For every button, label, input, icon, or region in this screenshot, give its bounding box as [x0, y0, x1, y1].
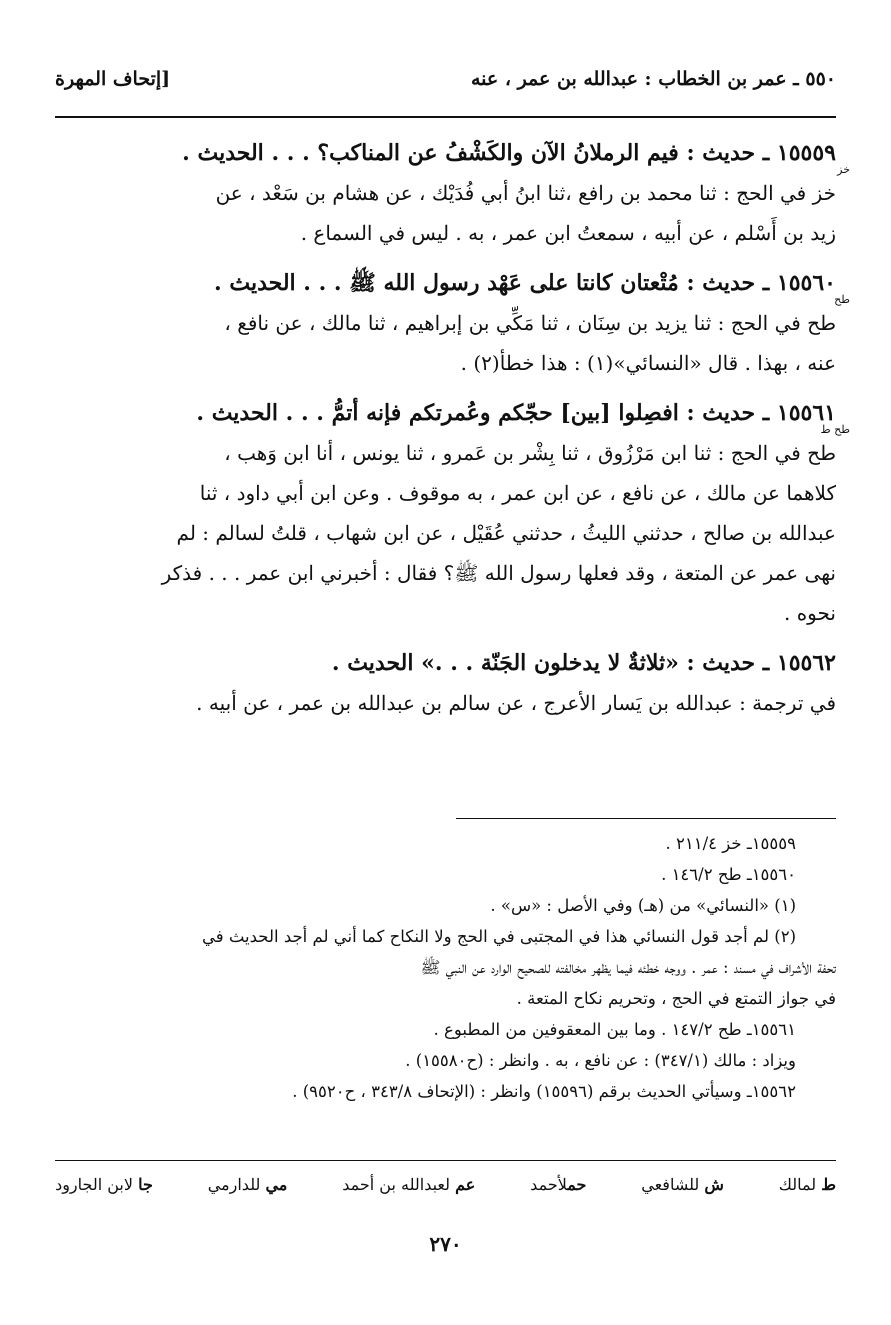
text-line: طح في الحج : ثنا ابن مَرْزُوق ، ثنا بِشْر بن عَمرو ، ثنا يونس ، أنا ابن وَهب ،: [224, 441, 836, 465]
hadith-entry: [55, 263, 850, 383]
legend-label: لابن الجارود: [55, 1175, 134, 1194]
footnote-line: (١) «النسائي» من (هـ) وفي الأصل : «س» .: [490, 896, 796, 915]
margin-siglum: طح: [834, 293, 850, 306]
text-line: كلاهما عن مالك ، عن نافع ، عن ابن عمر ، به موقوف . وعن ابن أبي داود ، ثنا: [199, 481, 836, 505]
header-rule: [55, 116, 836, 118]
legend-item: [208, 1175, 288, 1194]
legend-item: [779, 1175, 836, 1194]
legend-code: مي: [265, 1175, 288, 1194]
text-line: زيد بن أَسْلم ، عن أبيه ، سمعتُ ابن عمر ، به . ليس في السماع .: [300, 221, 836, 245]
footnote-line: في جواز التمتع في الحج ، وتحريم نكاح المتعة .: [516, 989, 836, 1008]
book-title: [إتحاف المهرة: [55, 68, 171, 90]
legend-item: [342, 1175, 475, 1194]
footnote-line: ١٥٥٦٢ـ وسيأتي الحديث برقم (١٥٥٩٦) وانظر : (الإتحاف ٣٤٣/٨ ، ح٩٥٢٠) .: [292, 1082, 796, 1101]
siglum-legend: [55, 1175, 836, 1194]
page: [55, 0, 850, 1325]
text-line: طح في الحج : ثنا يزيد بن سِنَان ، ثنا مَكِّي بن إبراهيم ، ثنا مالك ، عن نافع ،: [224, 311, 836, 335]
margin-siglum: طح ط: [820, 423, 850, 436]
footnote-line: تحفة الأشراف في مسند : عمر . ووجه خطئه فيما يظهر مخالفته للصحيح الوارد عن النبي ﷺ: [420, 958, 836, 977]
footnote-rule: [456, 818, 836, 819]
text-line: في ترجمة : عبدالله بن يَسار الأعرج ، عن سالم بن عبدالله بن عمر ، عن أبيه .: [196, 691, 836, 715]
legend-code: ش: [704, 1175, 724, 1194]
footnote-line: ١٥٥٥٩ـ خز ٢١١/٤ .: [665, 834, 796, 853]
margin-siglum: خز: [837, 163, 850, 176]
hadith-entry: [55, 393, 850, 633]
page-number: ٢٧٠: [429, 1232, 462, 1256]
legend-code: حم: [567, 1175, 587, 1194]
legend-code: جا: [138, 1175, 153, 1194]
text-line: نحوه .: [783, 601, 836, 625]
hadith-heading: ١٥٥٦٠ ـ حديث : مُتْعتان كانتا على عَهْد رسول الله ﷺ . . . الحديث .: [214, 270, 836, 296]
page-header: [55, 68, 836, 100]
legend-item: [55, 1175, 153, 1194]
footnotes: [55, 828, 836, 1107]
legend-item: [641, 1175, 724, 1194]
footnote-line: ١٥٥٦١ـ طح ١٤٧/٢ . وما بين المعقوفين من المطبوع .: [433, 1020, 796, 1039]
hadith-heading: ١٥٥٦١ ـ حديث : افصِلوا [بين] حجّكم وعُمرتكم فإنه أتمُّ . . . الحديث .: [196, 400, 836, 426]
text-line: نهى عمر عن المتعة ، وقد فعلها رسول الله ﷺ؟ فقال : أخبرني ابن عمر . . . فذكر: [161, 561, 836, 585]
legend-item: [530, 1175, 586, 1194]
hadith-heading: ١٥٥٦٢ ـ حديث : «ثلاثةٌ لا يدخلون الجَنّة . . .» الحديث .: [331, 650, 836, 676]
hadith-entry: [55, 643, 836, 723]
legend-rule: [55, 1160, 836, 1161]
footnote-line: ١٥٥٦٠ـ طح ١٤٦/٢ .: [661, 865, 796, 884]
hadith-heading: ١٥٥٥٩ ـ حديث : فيم الرملانُ الآن والكَشْفُ عن المناكب؟ . . . الحديث .: [182, 140, 836, 166]
running-title: ٥٥٠ ـ عمر بن الخطاب : عبدالله بن عمر ، عنه: [470, 68, 836, 90]
legend-code: ط: [821, 1175, 836, 1194]
legend-label: لعبدالله بن أحمد: [342, 1175, 451, 1194]
text-line: خز في الحج : ثنا محمد بن رافع ،ثنا ابنُ أبي فُدَيْك ، عن هشام بن سَعْد ، عن: [215, 181, 836, 205]
legend-label: لأحمد: [530, 1175, 568, 1194]
hadith-entry: [55, 133, 850, 253]
legend-label: للدارمي: [207, 1175, 261, 1194]
text-line: عبدالله بن صالح ، حدثني الليثُ ، حدثني عُقَيْل ، عن ابن شهاب ، قلتُ لسالم : لم: [176, 521, 836, 545]
footnote-line: ويزاد : مالك (٣٤٧/١) : عن نافع ، به . وانظر : (ح١٥٥٨٠) .: [405, 1051, 796, 1070]
footnote-line: (٢) لم أجد قول النسائي هذا في المجتبى في الحج ولا النكاح كما أني لم أجد الحديث في: [201, 927, 796, 946]
legend-label: لمالك: [778, 1175, 817, 1194]
legend-code: عم: [455, 1175, 476, 1194]
text-line: عنه ، بهذا . قال «النسائي»(١) : هذا خطأ(٢) .: [460, 351, 836, 375]
legend-label: للشافعي: [641, 1175, 700, 1194]
main-text: [55, 133, 850, 733]
